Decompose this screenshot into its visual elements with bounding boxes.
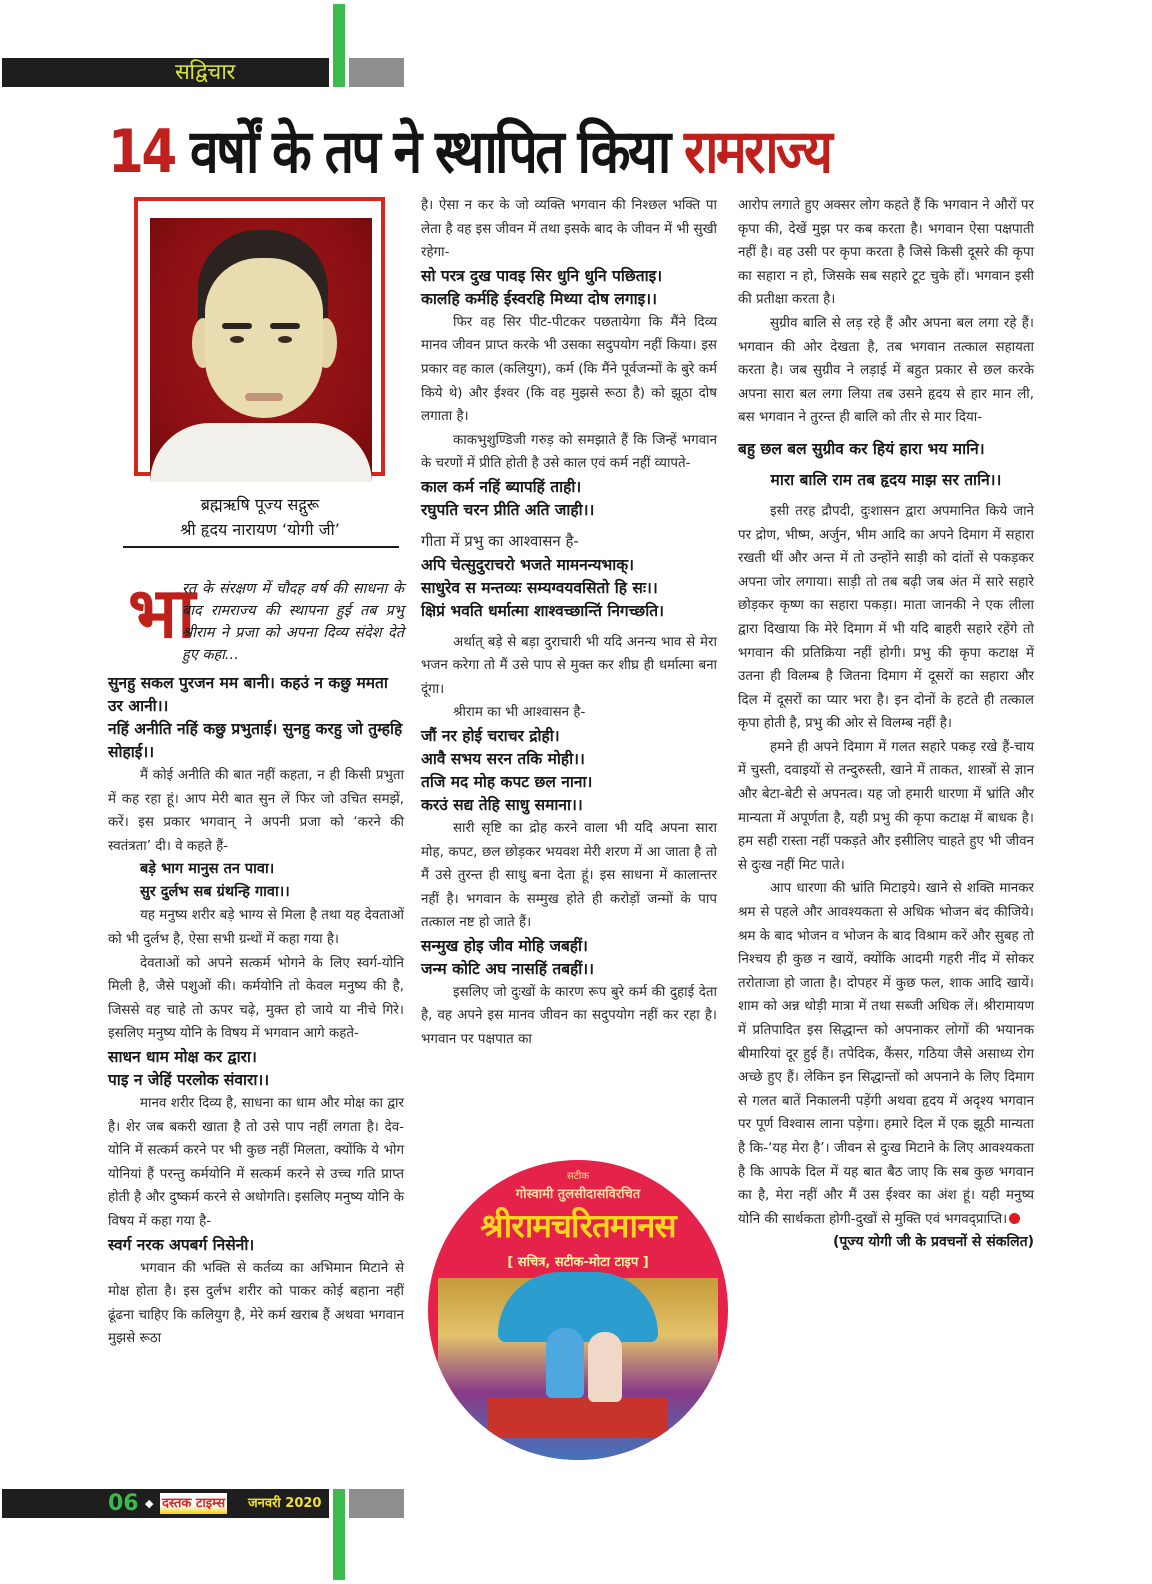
rama-figure [546,1328,584,1398]
paragraph: भगवान की भक्ति से कर्तव्य का अभिमान मिटाने से मोक्ष होता है। इस दुर्लभ शरीर को पाकर कोई बहाना नहीं ढूंढना चाहिए कि कलियुग है, मेरे कर्म खराब हैं अथवा भगवान मुझसे रूठा [108,1260,404,1347]
article-column-1 [108,672,404,1351]
article-headline [108,112,908,192]
verse-line: साधुरेव स मन्तव्यः सम्यग्वयवसितो हि सः।। [421,578,658,597]
article-column-3 [738,194,1034,1255]
caption-line-1: ब्रह्मऋषि पूज्य सद्गुरू [200,495,320,514]
headline-number: 14 [108,117,175,187]
article-credit: (पूज्य योगी जी के प्रवचनों से संकलित) [833,1234,1034,1251]
verse-line: बहु छल बल सुग्रीव कर हियं हारा भय मानि। [738,439,985,458]
verse-line: कालहि कर्महि ईस्वरहि मिथ्या दोष लगाइ।। [421,289,657,308]
headline-middle: वर्षों के तप ने स्थापित किया [190,117,669,187]
portrait-caption [120,492,400,542]
paragraph: देवताओं को अपने सत्कर्म भोगने के लिए स्वर्ग-योनि मिली है, जैसे पशुओं की। कर्मयोनि तो केवल मनुष्य की है, जिससे वह चाहे तो ऊपर चढ़े, मुक्त हो जाये या नीचे गिरे। इसलिए मनुष्य योनि के विषय में भगवान आगे कहते- [108,955,404,1042]
verse-line: बड़े भाग मानुस तन पावा। [140,861,275,878]
sita-figure [588,1332,622,1402]
paragraph: श्रीराम का भी आश्वासन है- [453,705,586,721]
book-publisher: गोस्वामी तुलसीदासविरचित [515,1187,641,1202]
verse-line: पाइ न जेहिं परलोक संवारा।। [108,1070,270,1089]
verse-line: आवै सभय सरन तकि मोही।। [421,749,585,768]
spacer [738,430,1034,438]
page-number: 06 [108,1491,139,1516]
verse-line: मारा बालि राम तब हृदय माझ सर तानि।। [770,470,1002,489]
paragraph: आरोप लगाते हुए अक्सर लोग कहते हैं कि भगवान ने औरों पर कृपा की, देखें मुझ पर कब करता है। भगवान ऐसा पक्षपाती नहीं है। वह उसी पर कृपा करता है जिसे किसी दूसरे की कृपा का सहारा न हो, जिसके सब सहारे टूट चुके हों। भगवान इसी की प्रतीक्षा करता है। [738,198,1034,308]
verse-line: सुनहु सकल पुरजन मम बानी। कहउं न कछु ममता उर आनी।। [108,674,388,715]
magazine-logo: दस्तक टाइम्स [160,1493,227,1514]
paragraph: सारी सृष्टि का द्रोह करने वाला भी यदि अपना सारा मोह, कपट, छल छोड़कर भयवश मेरी शरण में आ जाता है तो मैं उसे तुरन्त ही साधु बना देता हूं। इस साधना में कालान्तर नहीं है। भगवान के सम्मुख होते ही करोड़ों जन्मों के पाप तत्काल नष्ट हो जाते हैं। [421,820,717,931]
verse-line: जन्म कोटि अघ नासहिं तबहीं।। [421,959,595,978]
throne-shape [488,1398,668,1438]
section-header-band [2,58,329,87]
article-column-2 [421,194,717,1052]
verse-line: काल कर्म नहिं ब्यापहिं ताही। [421,477,582,496]
verse-line: सो परत्र दुख पावइ सिर धुनि धुनि पछिताइ। [421,266,663,285]
verse-line: साधन धाम मोक्ष कर द्वारा। [108,1047,257,1066]
verse-line: सन्मुख होइ जीव मोहि जबहीं। [421,936,588,955]
paragraph: आप धारणा की भ्रांति मिटाइये। खाने से शक्ति मानकर श्रम से पहले और आवश्यकता से अधिक भोजन बंद कीजिये। श्रम के बाद भोजन व भोजन के बाद विश्राम करें और सुबह तो निश्चय ही कुछ न खायें, क्योंकि आदमी गहरी नींद में सोकर तरोताजा हो जाता है। दोपहर में कुछ फल, शाक आदि खायें। शाम को अन्न थोड़ी मात्रा में तथा सब्जी अधिक लें। श्रीरामायण में प्रतिपादित इस सिद्धान्त को अपनाकर लोगों की भयानक बीमारियां दूर हुई हैं। तपेदिक, कैंसर, गठिया जैसे असाध्य रोग अच्छे हुए हैं। लेकिन इन सिद्धान्तों को अपनाने के लिए दिमाग से गलत बातें निकालनी पड़ेंगी अथवा हृदय में अदृश्य भगवान पर पूर्ण विश्वास लाना पड़ेगा। हमारे दिल में एक झूठी मान्यता है कि-‘यह मेरा है’। जीवन से दुःख मिटाने के लिए आवश्यकता है कि आपके दिल में यह बात बैठ जाए कि सब कुछ भगवान का है, मेरा नहीं और मैं उस ईश्वर का अंश हूं। यही मनुष्य योनि की सार्थकता होगी-दुखों से मुक्ति एवं भगवद्प्राप्ति। [738,881,1034,1227]
paragraph: हमने ही अपने दिमाग में गलत सहारे पकड़ रखे हैं-चाय में चुस्ती, दवाइयों से तन्दुरुस्ती, खाने में ताकत, शास्त्रों से ज्ञान और बेटा-बेटी से अपनत्व। यह जो हमारी धारणा में भ्रांति और मान्यता में अपूर्णता है, यही प्रभु की कृपा कटाक्ष में बाधक है। हम सही रास्ता नहीं पकड़ते और इसीलिए चाहते हुए भी जीवन से दुःख नहीं मिट पाते। [738,739,1034,873]
verse-line: तजि मद मोह कपट छल नाना। [421,772,593,791]
caption-divider [123,546,399,548]
verse-line: नहिं अनीति नहिं कछु प्रभुताई। सुनहु करहु जो तुम्हहि सोहाई।। [108,720,403,761]
verse-line: क्षिप्रं भवति धर्मात्मा शाश्वच्छान्तिं निगच्छति। [421,601,664,620]
paragraph: फिर वह सिर पीट-पीटकर पछतायेगा कि मैंने दिव्य मानव जीवन प्राप्त करके भी उसका सदुपयोग नहीं किया। इस प्रकार वह काल (कलियुग), कर्म (कि मैंने पूर्वजन्मों के बुरे कर्म किये थे) और ईश्वर (कि वह मुझसे रूठा है) को झूठा दोष लगाता है। [421,314,717,425]
decorative-gray-block [349,58,404,87]
decorative-gray-block-bottom [349,1489,404,1518]
book-title: श्रीरामचरितमानस [480,1206,676,1245]
book-cover-image [428,1160,728,1460]
drop-cap: भा [128,571,196,654]
verse-line: अपि चेत्सुदुराचरो भजते मामनन्यभाक्। [421,555,635,574]
paragraph: है। ऐसा न कर के जो व्यक्ति भगवान की निश्छल भक्ति पा लेता है वह इस जीवन में तथा इसके बाद के जीवन में भी सुखी रहेगा- [421,198,717,261]
author-portrait [150,218,372,482]
paragraph: काकभुशुण्डिजी गरुड़ को समझाते हैं कि जिन्हें भगवान के चरणों में प्रीति होती है उसे काल एवं कर्म नहीं व्यापते- [421,432,717,472]
spacer [421,522,717,530]
decorative-green-bar [333,4,345,87]
decorative-green-bar-bottom [333,1489,345,1580]
verse-line: स्वर्ग नरक अपबर्ग निसेनी। [108,1235,255,1254]
paragraph: मैं कोई अनीति की बात नहीं कहता, न ही किसी प्रभुता में कह रहा हूं। आप मेरी बात सुन लें फिर जो उचित समझें, करें। इस प्रकार भगवान् ने अपनी प्रजा को ‘करने की स्वतंत्रता’ दी। वे कहते हैं- [108,768,404,854]
intro-text: रत के संरक्षण में चौदह वर्ष की साधना के बाद रामराज्य की स्थापना हुई तब प्रभु श्रीराम ने प्रजा को अपना दिव्य संदेश देते हुए कहा... [182,581,404,663]
paragraph: गीता में प्रभु का आश्वासन है- [421,531,579,550]
verse-line: सुर दुर्लभ सब ग्रंथन्हि गावा।। [140,884,290,901]
caption-line-2: श्री हृदय नारायण ‘योगी जी’ [180,520,340,539]
section-label: सद्विचार [175,60,235,85]
verse-line: जौं नर होई चराचर द्रोही। [421,726,560,745]
diamond-icon: ◆ [145,1497,154,1510]
paragraph: मानव शरीर दिव्य है, साधना का धाम और मोक्ष का द्वार है। शेर जब बकरी खाता है तो उसे पाप नहीं लगता है। देव-योनि में सत्कर्म करने पर भी कुछ नहीं मिलता, क्योंकि ये भोग योनियां हैं परन्तु कर्मयोनि में सत्कर्म करने से उच्च गति प्राप्त होती है और दुष्कर्म करने से अधोगति। इसलिए मनुष्य योनि के विषय में कहा गया है- [108,1095,404,1229]
issue-date: जनवरी 2020 [248,1496,322,1511]
paragraph: इसलिए जो दुःखों के कारण रूप बुरे कर्म की दुहाई देता है, वह अपने इस मानव जीवन का सदुपयोग नहीं कर रहा है। भगवान पर पक्षपात का [421,984,717,1048]
headline-highlight: रामराज्य [683,117,831,187]
spacer [738,461,1034,469]
book-top-strip: सटीक [566,1171,590,1182]
paragraph: अर्थात् बड़े से बड़ा दुराचारी भी यदि अनन्य भाव से मेरा भजन करेगा तो मैं उसे पाप से मुक्त कर शीघ्र ही धर्मात्मा बना दूंगा। [421,634,717,697]
paragraph: सुग्रीव बालि से लड़ रहे हैं और अपना बल लगा रहे हैं। भगवान की ओर देखता है, तब भगवान तत्काल सहायता करता है। जब सुग्रीव ने लड़ाई में बहुत प्रकार से छल करके अपना सारा बल लगा लिया तब उसने हृदय से हार मान ली, बस भगवान ने तुरन्त ही बालि को तीर से मार दिया- [738,315,1034,426]
verse-line: करउं सद्य तेहि साधु समाना।। [421,795,583,814]
end-mark-icon [1009,1213,1020,1224]
paragraph: इसी तरह द्रौपदी, दुःशासन द्वारा अपमानित किये जाने पर द्रोण, भीष्म, अर्जुन, भीम आदि का अपने दिमाग में सहारा रखती थीं और अन्त में तो उन्होंने साड़ी को दांतों से पकड़कर अपना जोर लगाया। साड़ी तो तब बढ़ी जब अंत में सारे सहारे छोड़कर कृष्ण का सहारा पकड़ा। माता जानकी ने एक लीला द्वारा दिखाया कि मेरे दिमाग में भी यदि बाहरी सहारे रहेंगे तो भगवान की प्रतिक्रिया नहीं होगी। प्रभु की कृपा कटाक्ष में उतना ही विलम्ब है जितना दिमाग में दूसरों का सहारा और दिल में दूसरों का प्यार भरा है। इन दोनों के हटते ही तत्काल कृपा होती है, प्रभु की ओर से विलम्ब नहीं है। [738,503,1034,732]
paragraph: यह मनुष्य शरीर बड़े भाग्य से मिला है तथा यह देवताओं को भी दुर्लभ है, ऐसा सभी ग्रन्थों में कहा गया है। [108,908,404,947]
book-subtitle: [ सचित्र, सटीक-मोटा टाइप ] [507,1255,649,1270]
spacer [421,623,717,631]
verse-line: रघुपति चरन प्रीति अति जाही।। [421,500,595,519]
spacer [738,492,1034,500]
